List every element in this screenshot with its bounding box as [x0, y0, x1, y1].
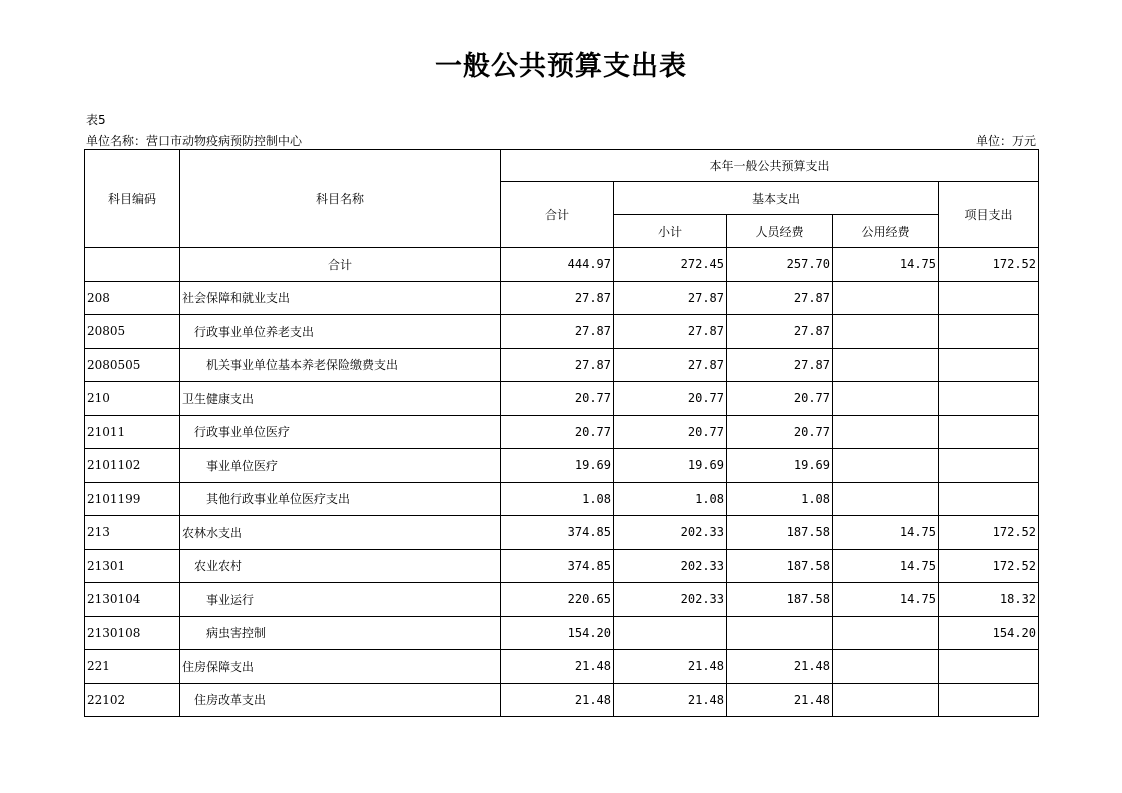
cell-name: 住房改革支出 [180, 683, 501, 717]
budget-expenditure-table [84, 149, 1039, 717]
cell-public [833, 616, 939, 650]
cell-total: 27.87 [501, 315, 614, 349]
cell-subtotal: 27.87 [614, 281, 727, 315]
cell-public [833, 315, 939, 349]
cell-subtotal: 21.48 [614, 683, 727, 717]
table-row [85, 583, 1039, 617]
cell-project [939, 683, 1039, 717]
cell-public: 14.75 [833, 583, 939, 617]
cell-code: 2130108 [85, 616, 180, 650]
cell-project: 172.52 [939, 248, 1039, 282]
cell-name: 农业农村 [180, 549, 501, 583]
table-row [85, 549, 1039, 583]
cell-code [85, 248, 180, 282]
table-row [85, 315, 1039, 349]
table-row [85, 650, 1039, 684]
cell-public [833, 650, 939, 684]
cell-name: 机关事业单位基本养老保险缴费支出 [180, 348, 501, 382]
cell-total: 21.48 [501, 650, 614, 684]
cell-project: 18.32 [939, 583, 1039, 617]
cell-public [833, 281, 939, 315]
table-row [85, 348, 1039, 382]
cell-name: 行政事业单位医疗 [180, 415, 501, 449]
cell-total: 27.87 [501, 348, 614, 382]
cell-project [939, 348, 1039, 382]
header-name: 科目名称 [180, 150, 501, 248]
cell-code: 21011 [85, 415, 180, 449]
header-personnel: 人员经费 [727, 215, 833, 248]
header-annual-budget: 本年一般公共预算支出 [501, 150, 1039, 182]
cell-public: 14.75 [833, 549, 939, 583]
cell-subtotal: 27.87 [614, 315, 727, 349]
cell-subtotal: 202.33 [614, 583, 727, 617]
total-row [85, 248, 1039, 282]
cell-personnel: 187.58 [727, 516, 833, 550]
cell-total: 27.87 [501, 281, 614, 315]
cell-name: 其他行政事业单位医疗支出 [180, 482, 501, 516]
cell-code: 21301 [85, 549, 180, 583]
cell-total: 220.65 [501, 583, 614, 617]
cell-total: 374.85 [501, 516, 614, 550]
header-public: 公用经费 [833, 215, 939, 248]
cell-name: 行政事业单位养老支出 [180, 315, 501, 349]
cell-personnel: 27.87 [727, 348, 833, 382]
cell-project [939, 315, 1039, 349]
cell-total: 21.48 [501, 683, 614, 717]
cell-public [833, 382, 939, 416]
table-row [85, 281, 1039, 315]
cell-personnel: 20.77 [727, 382, 833, 416]
cell-project [939, 449, 1039, 483]
cell-subtotal: 20.77 [614, 415, 727, 449]
table-row [85, 449, 1039, 483]
table-row [85, 382, 1039, 416]
cell-subtotal: 1.08 [614, 482, 727, 516]
cell-project [939, 482, 1039, 516]
cell-personnel: 19.69 [727, 449, 833, 483]
cell-personnel: 27.87 [727, 315, 833, 349]
unit-name-label: 单位名称：营口市动物疫病预防控制中心 [86, 134, 303, 148]
header-row-1 [85, 150, 1039, 182]
currency-unit-label: 单位：万元 [975, 134, 1036, 148]
cell-code: 210 [85, 382, 180, 416]
cell-subtotal [614, 616, 727, 650]
header-project-expenditure: 项目支出 [939, 182, 1039, 248]
header-subtotal: 小计 [614, 215, 727, 248]
cell-name: 社会保障和就业支出 [180, 281, 501, 315]
cell-subtotal: 202.33 [614, 549, 727, 583]
cell-project: 172.52 [939, 549, 1039, 583]
cell-code: 208 [85, 281, 180, 315]
cell-name: 事业运行 [180, 583, 501, 617]
cell-total: 20.77 [501, 415, 614, 449]
table-row [85, 482, 1039, 516]
page-title: 一般公共预算支出表 [435, 51, 687, 82]
cell-personnel: 21.48 [727, 683, 833, 717]
table-number: 表5 [86, 113, 106, 127]
cell-code: 2130104 [85, 583, 180, 617]
cell-name: 病虫害控制 [180, 616, 501, 650]
cell-project [939, 281, 1039, 315]
cell-name: 卫生健康支出 [180, 382, 501, 416]
cell-public [833, 482, 939, 516]
cell-name: 事业单位医疗 [180, 449, 501, 483]
cell-personnel: 1.08 [727, 482, 833, 516]
cell-subtotal: 202.33 [614, 516, 727, 550]
cell-code: 22102 [85, 683, 180, 717]
cell-total: 374.85 [501, 549, 614, 583]
cell-name: 合计 [180, 248, 501, 282]
cell-code: 2080505 [85, 348, 180, 382]
cell-public [833, 348, 939, 382]
cell-total: 444.97 [501, 248, 614, 282]
cell-public: 14.75 [833, 516, 939, 550]
cell-subtotal: 19.69 [614, 449, 727, 483]
cell-code: 2101199 [85, 482, 180, 516]
cell-personnel: 187.58 [727, 583, 833, 617]
cell-code: 213 [85, 516, 180, 550]
cell-personnel: 257.70 [727, 248, 833, 282]
cell-project [939, 650, 1039, 684]
cell-personnel: 187.58 [727, 549, 833, 583]
table-row [85, 683, 1039, 717]
table-body [85, 248, 1039, 717]
cell-name: 住房保障支出 [180, 650, 501, 684]
cell-total: 154.20 [501, 616, 614, 650]
header-code: 科目编码 [85, 150, 180, 248]
cell-total: 20.77 [501, 382, 614, 416]
cell-project [939, 382, 1039, 416]
cell-personnel: 20.77 [727, 415, 833, 449]
cell-personnel: 21.48 [727, 650, 833, 684]
cell-code: 20805 [85, 315, 180, 349]
cell-total: 1.08 [501, 482, 614, 516]
cell-name: 农林水支出 [180, 516, 501, 550]
cell-personnel: 27.87 [727, 281, 833, 315]
cell-project: 154.20 [939, 616, 1039, 650]
cell-total: 19.69 [501, 449, 614, 483]
table-row [85, 616, 1039, 650]
cell-public [833, 415, 939, 449]
cell-public: 14.75 [833, 248, 939, 282]
cell-subtotal: 272.45 [614, 248, 727, 282]
cell-subtotal: 27.87 [614, 348, 727, 382]
cell-subtotal: 20.77 [614, 382, 727, 416]
cell-project [939, 415, 1039, 449]
table-row [85, 516, 1039, 550]
cell-project: 172.52 [939, 516, 1039, 550]
header-basic-expenditure: 基本支出 [614, 182, 939, 215]
cell-subtotal: 21.48 [614, 650, 727, 684]
table-row [85, 415, 1039, 449]
cell-public [833, 449, 939, 483]
header-total: 合计 [501, 182, 614, 248]
cell-personnel [727, 616, 833, 650]
cell-code: 2101102 [85, 449, 180, 483]
cell-public [833, 683, 939, 717]
cell-code: 221 [85, 650, 180, 684]
